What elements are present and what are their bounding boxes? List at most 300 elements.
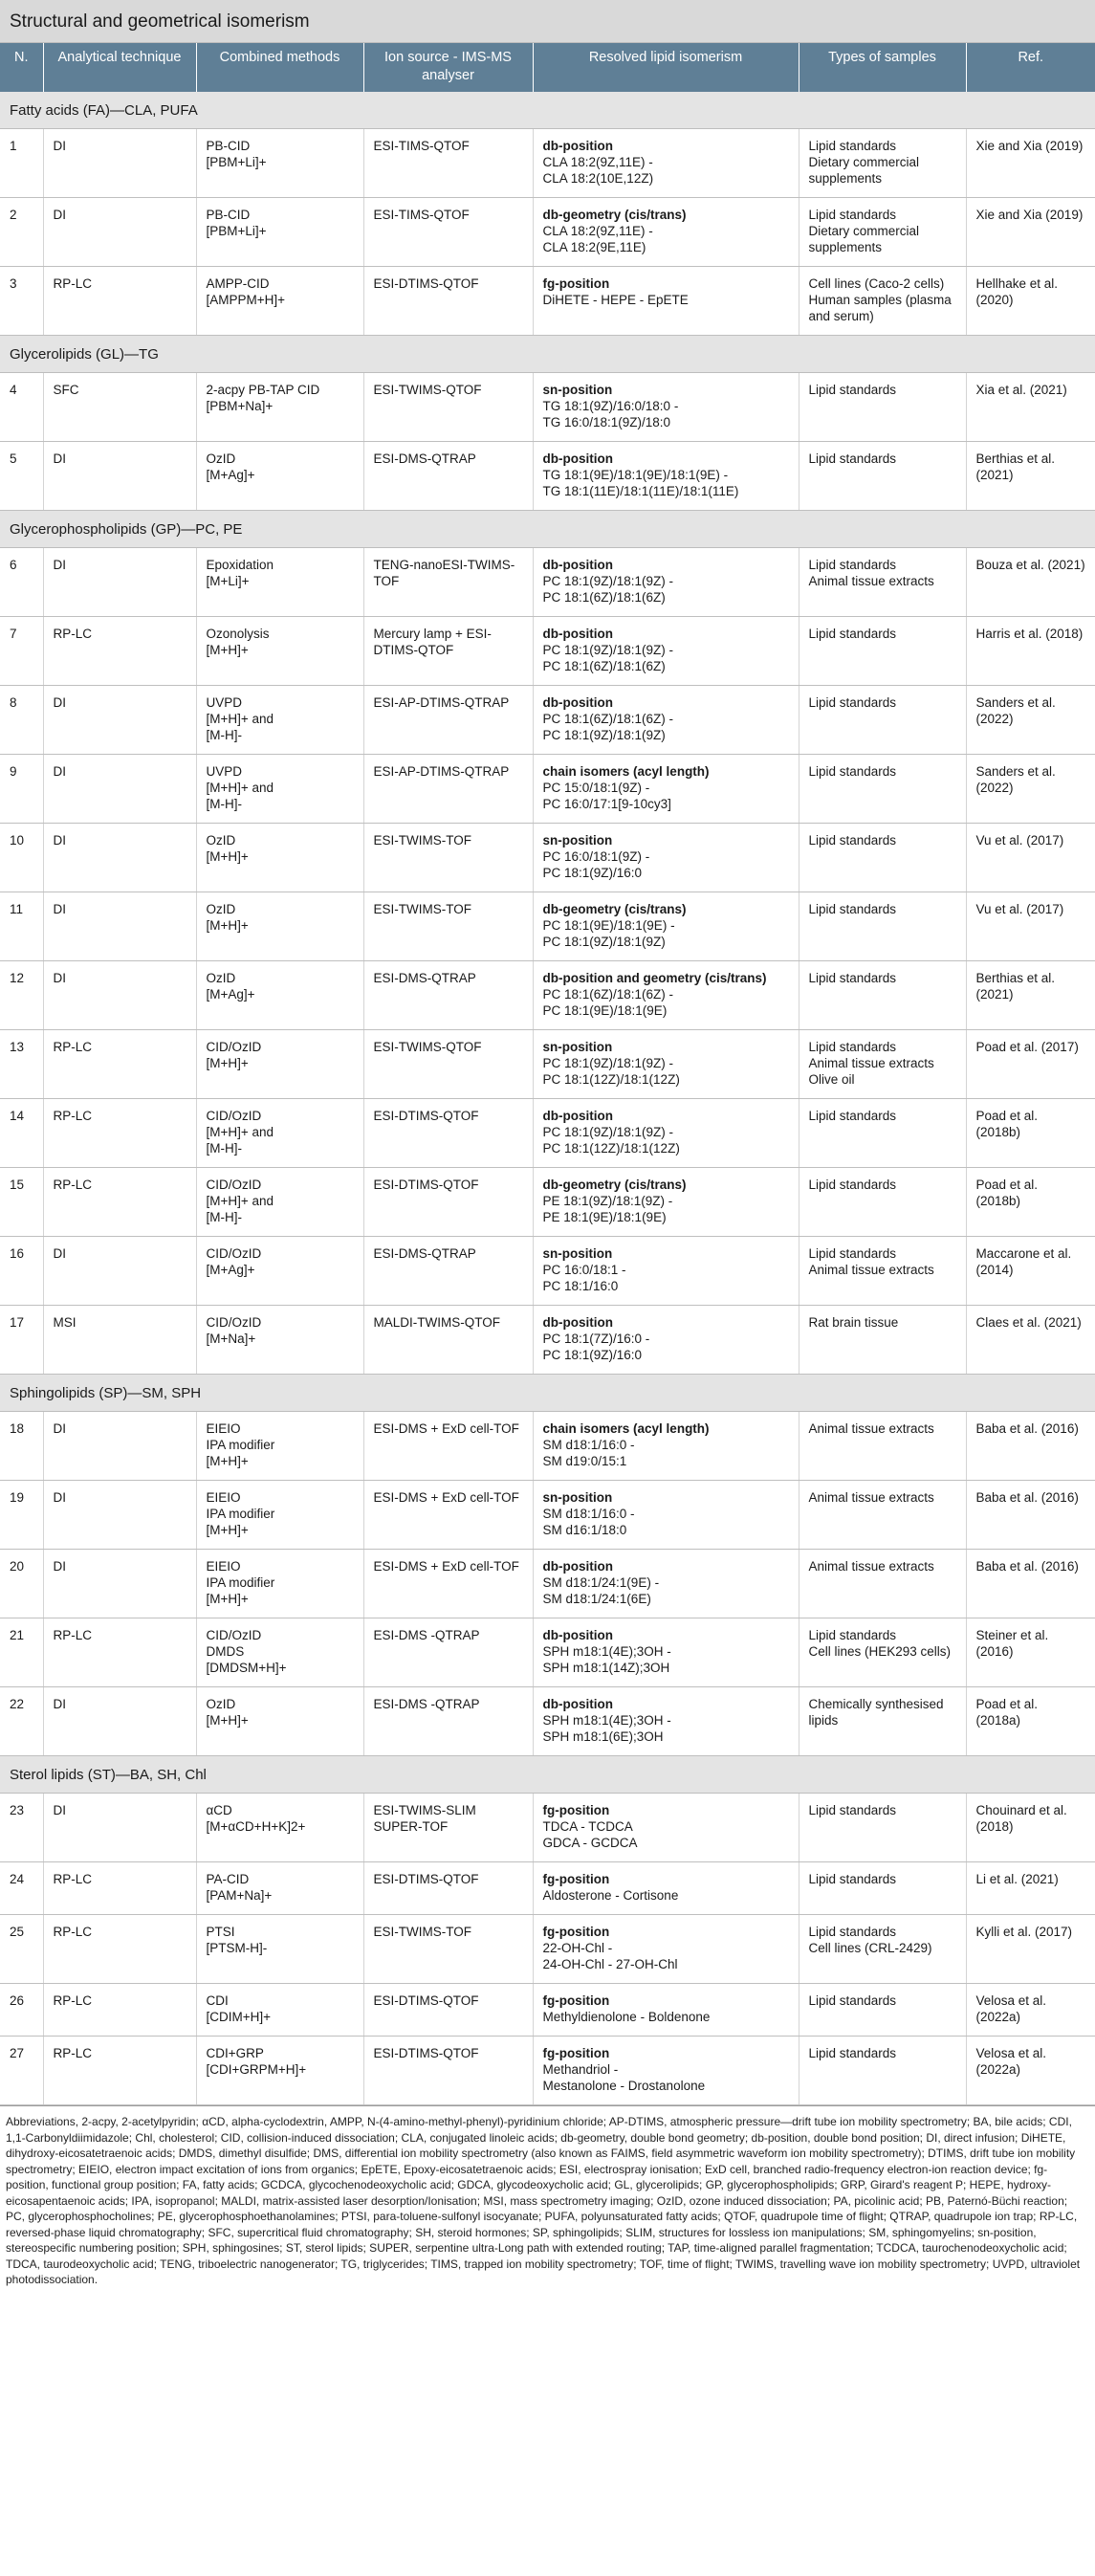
isomer-pair: PC 18:1(12Z)/18:1(12Z) <box>542 1072 680 1087</box>
row-number: 22 <box>0 1687 43 1756</box>
analytical-technique: DI <box>43 1687 196 1756</box>
sample-types <box>799 1862 966 1915</box>
isomerism-type: fg-position <box>542 1872 610 1886</box>
method-line: OzID <box>206 451 236 466</box>
sample-type: Animal tissue extracts <box>808 1263 934 1277</box>
method-line: 2-acpy PB-TAP CID <box>206 383 320 397</box>
isomerism-type: db-position <box>542 695 613 710</box>
combined-methods <box>196 1168 363 1237</box>
isomer-pair: PC 18:1(9Z)/16:0 <box>542 1348 643 1362</box>
reference: Sanders et al. (2022) <box>966 686 1095 755</box>
isomer-pair: CLA 18:2(9Z,11E) - <box>542 155 653 169</box>
isomer-pair: CLA 18:2(10E,12Z) <box>542 171 654 186</box>
method-line: DMDS <box>206 1644 245 1659</box>
sample-type: Lipid standards <box>808 451 897 466</box>
method-line: OzID <box>206 971 236 985</box>
isomer-pair: Methyldienolone - Boldenone <box>542 2010 711 2024</box>
sample-type: Lipid standards <box>808 383 897 397</box>
sample-types <box>799 267 966 336</box>
sample-type: Animal tissue extracts <box>808 1421 934 1436</box>
method-line: αCD <box>206 1803 232 1817</box>
header-number: N. <box>0 43 43 92</box>
analytical-technique: RP-LC <box>43 1099 196 1168</box>
analytical-technique: RP-LC <box>43 2037 196 2105</box>
ion-source-analyser: ESI-DMS-QTRAP <box>363 1237 533 1306</box>
combined-methods <box>196 1862 363 1915</box>
table-row <box>0 267 1095 336</box>
header-resolved-isomerism: Resolved lipid isomerism <box>533 43 799 92</box>
sample-type: Cell lines (HEK293 cells) <box>808 1644 952 1659</box>
reference: Hellhake et al. (2020) <box>966 267 1095 336</box>
sample-types <box>799 1481 966 1550</box>
combined-methods <box>196 1306 363 1375</box>
sample-type: Lipid standards <box>808 1109 897 1123</box>
resolved-isomerism <box>533 617 799 686</box>
table-body <box>0 92 1095 2105</box>
table-row <box>0 1862 1095 1915</box>
sample-types <box>799 1550 966 1618</box>
isomerism-type: db-position <box>542 1628 613 1642</box>
sample-types <box>799 198 966 267</box>
sample-types <box>799 1984 966 2037</box>
isomer-pair: SM d16:1/18:0 <box>542 1523 627 1537</box>
sample-type: Lipid standards <box>808 971 897 985</box>
resolved-isomerism <box>533 1237 799 1306</box>
resolved-isomerism <box>533 961 799 1030</box>
sample-types <box>799 824 966 892</box>
analytical-technique: DI <box>43 1481 196 1550</box>
table-row <box>0 1915 1095 1984</box>
resolved-isomerism <box>533 1168 799 1237</box>
isomerism-type: fg-position <box>542 2046 610 2060</box>
reference: Steiner et al. (2016) <box>966 1618 1095 1687</box>
method-line: [CDIM+H]+ <box>206 2010 272 2024</box>
reference: Poad et al. (2018b) <box>966 1099 1095 1168</box>
ion-source-analyser: ESI-DMS + ExD cell-TOF <box>363 1412 533 1481</box>
method-line: [M+H]+ <box>206 1454 249 1468</box>
table-row <box>0 2037 1095 2105</box>
isomer-pair: SM d19:0/15:1 <box>542 1454 627 1468</box>
section-row <box>0 92 1095 129</box>
row-number: 25 <box>0 1915 43 1984</box>
isomerism-type: sn-position <box>542 1490 613 1505</box>
isomerism-type: chain isomers (acyl length) <box>542 1421 710 1436</box>
table-row <box>0 548 1095 617</box>
isomer-pair: GDCA - GCDCA <box>542 1836 638 1850</box>
resolved-isomerism <box>533 1862 799 1915</box>
sample-types <box>799 129 966 198</box>
analytical-technique: DI <box>43 1794 196 1862</box>
isomer-pair: TDCA - TCDCA <box>542 1819 633 1834</box>
table-row <box>0 1794 1095 1862</box>
reference: Poad et al. (2018a) <box>966 1687 1095 1756</box>
table-row <box>0 892 1095 961</box>
isomerism-type: db-position <box>542 451 613 466</box>
combined-methods <box>196 617 363 686</box>
analytical-technique: RP-LC <box>43 617 196 686</box>
isomer-pair: TG 18:1(11E)/18:1(11E)/18:1(11E) <box>542 484 739 498</box>
isomer-pair: TG 18:1(9Z)/16:0/18:0 - <box>542 399 679 413</box>
combined-methods <box>196 1412 363 1481</box>
reference: Xia et al. (2021) <box>966 373 1095 442</box>
isomer-pair: PC 18:1/16:0 <box>542 1279 619 1293</box>
combined-methods <box>196 2037 363 2105</box>
sample-types <box>799 1794 966 1862</box>
method-line: PB-CID <box>206 139 251 153</box>
sample-type: Dietary commercial supplements <box>808 224 920 254</box>
analytical-technique: DI <box>43 129 196 198</box>
row-number: 15 <box>0 1168 43 1237</box>
combined-methods <box>196 1099 363 1168</box>
analytical-technique: MSI <box>43 1306 196 1375</box>
isomerism-type: db-position <box>542 627 613 641</box>
isomer-pair: PC 18:1(6Z)/18:1(6Z) <box>542 590 666 605</box>
combined-methods <box>196 1618 363 1687</box>
isomerism-type: db-position <box>542 1315 613 1330</box>
isomer-pair: Methandriol - <box>542 2062 619 2077</box>
row-number: 24 <box>0 1862 43 1915</box>
method-line: OzID <box>206 1697 236 1711</box>
isomer-pair: DiHETE - HEPE - EpETE <box>542 293 689 307</box>
ion-source-analyser: ESI-DTIMS-QTOF <box>363 2037 533 2105</box>
row-number: 26 <box>0 1984 43 2037</box>
isomer-pair: PC 18:1(9Z)/18:1(9Z) <box>542 935 666 949</box>
method-line: CID/OzID <box>206 1628 262 1642</box>
sample-types <box>799 961 966 1030</box>
method-line: [M+Na]+ <box>206 1332 256 1346</box>
isomer-pair: PC 18:1(7Z)/16:0 - <box>542 1332 650 1346</box>
ion-source-analyser: ESI-DMS-QTRAP <box>363 961 533 1030</box>
header-analytical-technique: Analytical technique <box>43 43 196 92</box>
row-number: 12 <box>0 961 43 1030</box>
method-line: CID/OzID <box>206 1315 262 1330</box>
isomer-pair: PE 18:1(9E)/18:1(9E) <box>542 1210 667 1224</box>
reference: Poad et al. (2017) <box>966 1030 1095 1099</box>
ion-source-analyser: ESI-TWIMS-TOF <box>363 1915 533 1984</box>
row-number: 23 <box>0 1794 43 1862</box>
sample-types <box>799 373 966 442</box>
analytical-technique: SFC <box>43 373 196 442</box>
resolved-isomerism <box>533 198 799 267</box>
header-sample-types: Types of samples <box>799 43 966 92</box>
table-row <box>0 686 1095 755</box>
resolved-isomerism <box>533 1412 799 1481</box>
resolved-isomerism <box>533 442 799 511</box>
table-row <box>0 617 1095 686</box>
method-line: PB-CID <box>206 208 251 222</box>
method-line: [M+H]+ and <box>206 1125 274 1139</box>
row-number: 10 <box>0 824 43 892</box>
method-line: [M+H]+ <box>206 1592 249 1606</box>
analytical-technique: DI <box>43 1237 196 1306</box>
combined-methods <box>196 1794 363 1862</box>
isomerism-table <box>0 43 1095 2105</box>
combined-methods <box>196 129 363 198</box>
ion-source-analyser: TENG-nanoESI-TWIMS-TOF <box>363 548 533 617</box>
reference: Vu et al. (2017) <box>966 824 1095 892</box>
method-line: [M+H]+ <box>206 1056 249 1070</box>
method-line: CDI+GRP <box>206 2046 264 2060</box>
method-line: EIEIO <box>206 1421 241 1436</box>
analytical-technique: DI <box>43 892 196 961</box>
table-row <box>0 961 1095 1030</box>
analytical-technique: RP-LC <box>43 1168 196 1237</box>
combined-methods <box>196 824 363 892</box>
resolved-isomerism <box>533 267 799 336</box>
ion-source-analyser: ESI-DMS-QTRAP <box>363 442 533 511</box>
method-line: PA-CID <box>206 1872 250 1886</box>
resolved-isomerism <box>533 129 799 198</box>
ion-source-analyser: ESI-DMS + ExD cell-TOF <box>363 1550 533 1618</box>
isomerism-type: db-geometry (cis/trans) <box>542 208 687 222</box>
method-line: [M+H]+ <box>206 849 249 864</box>
reference: Xie and Xia (2019) <box>966 129 1095 198</box>
method-line: UVPD <box>206 695 243 710</box>
method-line: [M+H]+ <box>206 643 249 657</box>
ion-source-analyser: ESI-TWIMS-QTOF <box>363 1030 533 1099</box>
combined-methods <box>196 1030 363 1099</box>
isomer-pair: PC 18:1(6Z)/18:1(6Z) - <box>542 712 674 726</box>
row-number: 18 <box>0 1412 43 1481</box>
section-title: Fatty acids (FA)—CLA, PUFA <box>0 92 1095 129</box>
method-line: IPA modifier <box>206 1507 275 1521</box>
method-line: [M+H]+ and <box>206 781 274 795</box>
combined-methods <box>196 686 363 755</box>
method-line: UVPD <box>206 764 243 779</box>
combined-methods <box>196 1481 363 1550</box>
combined-methods <box>196 755 363 824</box>
table-row <box>0 198 1095 267</box>
isomer-pair: TG 18:1(9E)/18:1(9E)/18:1(9E) - <box>542 468 729 482</box>
resolved-isomerism <box>533 1030 799 1099</box>
isomer-pair: PC 18:1(12Z)/18:1(12Z) <box>542 1141 680 1156</box>
ion-source-analyser: ESI-DTIMS-QTOF <box>363 1168 533 1237</box>
section-title: Glycerolipids (GL)—TG <box>0 336 1095 373</box>
isomerism-type: db-position <box>542 139 613 153</box>
reference: Xie and Xia (2019) <box>966 198 1095 267</box>
method-line: [M+Ag]+ <box>206 468 255 482</box>
row-number: 2 <box>0 198 43 267</box>
ion-source-analyser: ESI-DTIMS-QTOF <box>363 1862 533 1915</box>
reference: Poad et al. (2018b) <box>966 1168 1095 1237</box>
method-line: [AMPPM+H]+ <box>206 293 286 307</box>
row-number: 14 <box>0 1099 43 1168</box>
reference: Sanders et al. (2022) <box>966 755 1095 824</box>
combined-methods <box>196 1237 363 1306</box>
sample-types <box>799 2037 966 2105</box>
method-line: CID/OzID <box>206 1178 262 1192</box>
method-line: [PBM+Na]+ <box>206 399 274 413</box>
isomerism-type: db-geometry (cis/trans) <box>542 902 687 916</box>
row-number: 1 <box>0 129 43 198</box>
isomer-pair: SM d18:1/24:1(9E) - <box>542 1575 660 1590</box>
section-title: Glycerophospholipids (GP)—PC, PE <box>0 511 1095 548</box>
resolved-isomerism <box>533 1687 799 1756</box>
reference: Bouza et al. (2021) <box>966 548 1095 617</box>
sample-types <box>799 892 966 961</box>
isomer-pair: PC 18:1(9Z)/18:1(9Z) - <box>542 1125 674 1139</box>
isomer-pair: 22-OH-Chl - <box>542 1941 613 1955</box>
sample-type: Lipid standards <box>808 627 897 641</box>
combined-methods <box>196 892 363 961</box>
isomer-pair: PC 16:0/18:1(9Z) - <box>542 849 650 864</box>
isomer-pair: Mestanolone - Drostanolone <box>542 2079 706 2093</box>
method-line: [M-H]- <box>206 797 242 811</box>
sample-types <box>799 1412 966 1481</box>
isomerism-type: db-position <box>542 1559 613 1574</box>
resolved-isomerism <box>533 1099 799 1168</box>
ion-source-analyser: MALDI-TWIMS-QTOF <box>363 1306 533 1375</box>
method-line: OzID <box>206 902 236 916</box>
isomer-pair: CLA 18:2(9E,11E) <box>542 240 646 254</box>
isomerism-type: chain isomers (acyl length) <box>542 764 710 779</box>
combined-methods <box>196 267 363 336</box>
method-line: IPA modifier <box>206 1575 275 1590</box>
abbreviations-footnote: Abbreviations, 2-acpy, 2-acetylpyridin; αCD, alpha-cyclodextrin, AMPP, N-(4-amino-methyl-phenyl)-pyridinium chloride; AP-DTIMS, atmospheric pressure—drift tube ion mobility spectrometry; BA, bile acids; CDI, 1,1-Carbonyldiimidazole; Chl, cholesterol; CID, collision-induced dissociation; CLA, conjugated linoleic acids; db-geometry, double bond geometry; db-position, double bond position; DI, direct infusion; DiHETE, dihydroxy-eicosatetraenoic acids; DMDS, dimethyl disulfide; DMS, differential ion mobility spectrometry (also known as FAIMS, field asymmetric waveform ion mobility spectrometry); DTIMS, drift tube ion mobility spectrometry; EIEIO, electron impact excitation of ions from organics; EpETE, Epoxy-eicosatetraenoic acids; ESI, electrospray ionisation; ExD cell, branched radio-frequency electron-ion reaction device; fg-position, functional group position; FA, fatty acids; GCDCA, glycochenodeoxycholic acid; GDCA, glycodeoxycholic acid; GL, glycerolipids; GP, glycerophospholipids; GRP, Girard's reagent P; HEPE, hydroxy-eicosapentaenoic acids; IPA, isopropanol; MALDI, matrix-assisted laser desorption/Ionisation; MSI, mass spectrometry imaging; OzID, ozone induced dissociation; PA, picolinic acid; PB, Paternó-Büchi reaction; PC, glycerophosphocholines; PE, glycerophosphoethanolamines; PTSI, para-toluene-sulfonyl isocyanate; PUFA, polyunsaturated fatty acids; QTOF, quadrupole time of flight; QTRAP, quadrupole ion trap; RP-LC, reversed-phase liquid chromatography; SFC, supercritical fluid chromatography; SH, steroid hormones; SP, sphingolipids; SLIM, structures for lossless ion manipulations; SM, sphingomyelins; sn-position, stereospecific numbering position; SPH, sphingosines; ST, sterol lipids; SUPER, serpentine ultra-Long path with extended routing; TAP, time-aligned parallel fragmentation; TCDCA, taurochenodeoxycholic acid; TDCA, taurodeoxycholic acid; TENG, triboelectric nanogenerator; TG, triglycerides; TIMS, trapped ion mobility spectrometry; TOF, time of flight; TWIMS, travelling wave ion mobility spectrometry; UVPD, ultraviolet photodissociation. <box>0 2105 1095 2298</box>
isomerism-type: sn-position <box>542 1040 613 1054</box>
isomer-pair: PC 18:1(9Z)/18:1(9Z) - <box>542 574 674 588</box>
header-reference: Ref. <box>966 43 1095 92</box>
isomer-pair: Aldosterone - Cortisone <box>542 1888 679 1903</box>
reference: Harris et al. (2018) <box>966 617 1095 686</box>
analytical-technique: DI <box>43 548 196 617</box>
analytical-technique: DI <box>43 1412 196 1481</box>
method-line: [PBM+Li]+ <box>206 155 267 169</box>
reference: Vu et al. (2017) <box>966 892 1095 961</box>
sample-types <box>799 1306 966 1375</box>
table-row <box>0 1618 1095 1687</box>
reference: Baba et al. (2016) <box>966 1481 1095 1550</box>
method-line: [M-H]- <box>206 1210 242 1224</box>
row-number: 4 <box>0 373 43 442</box>
isomer-pair: PC 18:1(9E)/18:1(9E) <box>542 1003 668 1018</box>
combined-methods <box>196 198 363 267</box>
sample-type: Cell lines (Caco-2 cells) <box>808 276 945 291</box>
sample-type: Lipid standards <box>808 1925 897 1939</box>
sample-type: Chemically synthesised lipids <box>808 1697 944 1728</box>
table-row <box>0 442 1095 511</box>
table-row <box>0 129 1095 198</box>
method-line: IPA modifier <box>206 1438 275 1452</box>
sample-type: Lipid standards <box>808 1803 897 1817</box>
reference: Kylli et al. (2017) <box>966 1915 1095 1984</box>
row-number: 7 <box>0 617 43 686</box>
method-line: CID/OzID <box>206 1246 262 1261</box>
isomer-pair: PE 18:1(9Z)/18:1(9Z) - <box>542 1194 673 1208</box>
reference: Berthias et al. (2021) <box>966 442 1095 511</box>
row-number: 3 <box>0 267 43 336</box>
isomer-pair: SM d18:1/24:1(6E) <box>542 1592 651 1606</box>
method-line: [M+Ag]+ <box>206 987 255 1002</box>
isomerism-type: fg-position <box>542 1925 610 1939</box>
ion-source-analyser: ESI-DTIMS-QTOF <box>363 267 533 336</box>
resolved-isomerism <box>533 1984 799 2037</box>
sample-type: Lipid standards <box>808 558 897 572</box>
row-number: 17 <box>0 1306 43 1375</box>
reference: Chouinard et al. (2018) <box>966 1794 1095 1862</box>
resolved-isomerism <box>533 686 799 755</box>
analytical-technique: RP-LC <box>43 1984 196 2037</box>
ion-source-analyser: Mercury lamp + ESI-DTIMS-QTOF <box>363 617 533 686</box>
sample-types <box>799 1687 966 1756</box>
section-title: Sterol lipids (ST)—BA, SH, Chl <box>0 1756 1095 1794</box>
sample-type: Lipid standards <box>808 1872 897 1886</box>
method-line: [M+Li]+ <box>206 574 250 588</box>
isomerism-type: db-position <box>542 558 613 572</box>
sample-type: Lipid standards <box>808 1040 897 1054</box>
method-line: CID/OzID <box>206 1040 262 1054</box>
resolved-isomerism <box>533 1306 799 1375</box>
ion-source-analyser: ESI-TIMS-QTOF <box>363 198 533 267</box>
method-line: Epoxidation <box>206 558 274 572</box>
sample-type: Lipid standards <box>808 139 897 153</box>
table-header <box>0 43 1095 92</box>
isomer-pair: PC 18:1(9Z)/18:1(9Z) - <box>542 1056 674 1070</box>
analytical-technique: DI <box>43 961 196 1030</box>
isomer-pair: PC 18:1(9E)/18:1(9E) - <box>542 918 675 933</box>
isomer-pair: PC 16:0/17:1[9-10cy3] <box>542 797 671 811</box>
sample-type: Cell lines (CRL-2429) <box>808 1941 932 1955</box>
reference: Velosa et al. (2022a) <box>966 2037 1095 2105</box>
row-number: 16 <box>0 1237 43 1306</box>
reference: Velosa et al. (2022a) <box>966 1984 1095 2037</box>
ion-source-analyser: ESI-DMS -QTRAP <box>363 1618 533 1687</box>
method-line: [M+H]+ <box>206 1523 249 1537</box>
reference: Li et al. (2021) <box>966 1862 1095 1915</box>
sample-type: Lipid standards <box>808 1178 897 1192</box>
table-row <box>0 1687 1095 1756</box>
sample-type: Rat brain tissue <box>808 1315 899 1330</box>
header-combined-methods: Combined methods <box>196 43 363 92</box>
method-line: [DMDSM+H]+ <box>206 1661 287 1675</box>
isomer-pair: PC 16:0/18:1 - <box>542 1263 626 1277</box>
sample-type: Animal tissue extracts <box>808 1056 934 1070</box>
section-row <box>0 1756 1095 1794</box>
sample-type: Human samples (plasma and serum) <box>808 293 952 323</box>
sample-type: Lipid standards <box>808 1993 897 2008</box>
table-row <box>0 1099 1095 1168</box>
ion-source-analyser: ESI-DMS + ExD cell-TOF <box>363 1481 533 1550</box>
ion-source-analyser: ESI-AP-DTIMS-QTRAP <box>363 686 533 755</box>
sample-type: Lipid standards <box>808 902 897 916</box>
section-row <box>0 511 1095 548</box>
combined-methods <box>196 373 363 442</box>
resolved-isomerism <box>533 1550 799 1618</box>
method-line: PTSI <box>206 1925 235 1939</box>
analytical-technique: DI <box>43 755 196 824</box>
table-row <box>0 1984 1095 2037</box>
row-number: 13 <box>0 1030 43 1099</box>
reference: Maccarone et al. (2014) <box>966 1237 1095 1306</box>
isomer-pair: 24-OH-Chl - 27-OH-Chl <box>542 1957 678 1971</box>
isomer-pair: SPH m18:1(6E);3OH <box>542 1729 664 1744</box>
method-line: CDI <box>206 1993 229 2008</box>
method-line: [PTSM-H]- <box>206 1941 268 1955</box>
resolved-isomerism <box>533 892 799 961</box>
method-line: [PBM+Li]+ <box>206 224 267 238</box>
isomerism-type: sn-position <box>542 383 613 397</box>
resolved-isomerism <box>533 1794 799 1862</box>
method-line: [M-H]- <box>206 728 242 742</box>
section-row <box>0 1375 1095 1412</box>
table-row <box>0 824 1095 892</box>
row-number: 11 <box>0 892 43 961</box>
method-line: [M+Ag]+ <box>206 1263 255 1277</box>
method-line: [M+H]+ <box>206 1713 249 1728</box>
sample-types <box>799 442 966 511</box>
row-number: 20 <box>0 1550 43 1618</box>
sample-type: Animal tissue extracts <box>808 1490 934 1505</box>
